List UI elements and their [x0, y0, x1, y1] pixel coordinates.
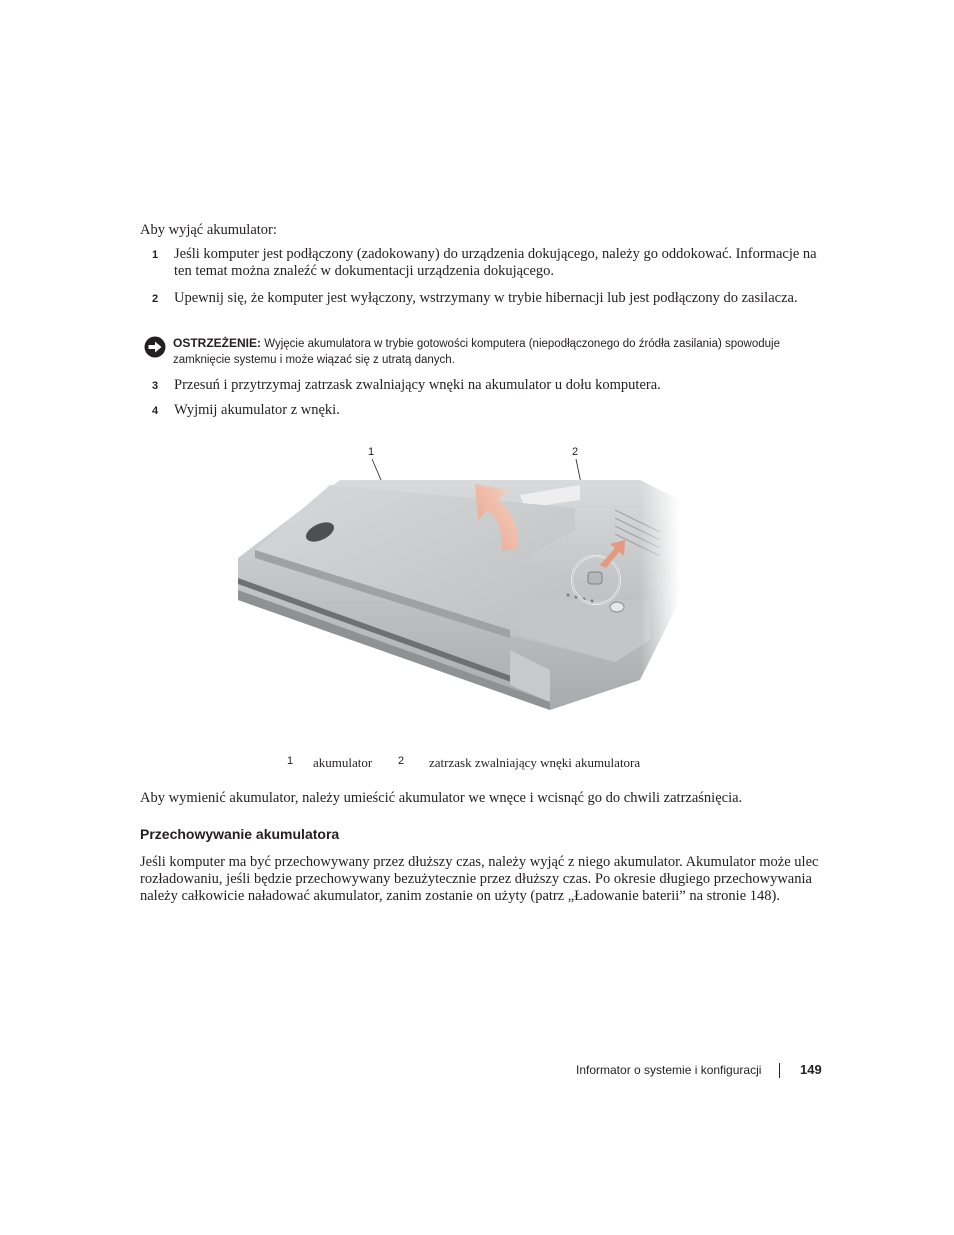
- step-3: [140, 377, 820, 394]
- step-text: Przesuń i przytrzymaj zatrzask zwalniający wnęki na akumulator u dołu komputera.: [174, 377, 661, 393]
- step-text: Jeśli komputer jest podłączony (zadokowany) do urządzenia dokującego, należy go oddokować. Informacje na ten temat można znaleźć w dokumentacji urządzenia dokującego.: [174, 246, 817, 279]
- caption-number: 1: [287, 755, 294, 767]
- warning-notice: [140, 335, 820, 368]
- caption-number: 2: [398, 755, 405, 767]
- step-number: 4: [152, 405, 159, 417]
- step-number: 2: [152, 293, 159, 305]
- figure-callout-1: 1: [368, 446, 375, 458]
- caption-label: akumulator: [313, 755, 373, 770]
- footer-title: Informator o systemie i konfiguracji: [576, 1063, 762, 1077]
- step-1: [140, 246, 820, 280]
- warning-text: Wyjęcie akumulatora w trybie gotowości komputera (niepodłączonego do źródła zasilania) spowoduje zamknięcie systemu i może wiązać się z utratą danych.: [173, 338, 780, 366]
- figure-callout-2: 2: [572, 446, 579, 458]
- step-2: [140, 290, 820, 307]
- storage-paragraph: Jeśli komputer ma być przechowywany przez dłuższy czas, należy wyjąć z niego akumulator. Akumulator może ulec rozładowaniu, jeśli będzie przechowywany bezużytecznie przez dłuższy czas. Po okresie długiego przechowywania należy całkowicie naładować akumulator, zanim zostanie on użyty (patrz „Ładowanie baterii” na stronie 148).: [140, 854, 819, 904]
- caption-label: zatrzask zwalniający wnęki akumulatora: [429, 755, 641, 770]
- footer-divider: [779, 1063, 780, 1078]
- warning-arrow-icon: [144, 336, 166, 358]
- step-4: [140, 402, 820, 419]
- step-text: Upewnij się, że komputer jest wyłączony, wstrzymany w trybie hibernacji lub jest podłączony do zasilacza.: [174, 290, 798, 306]
- intro-text: Aby wyjąć akumulator:: [140, 222, 277, 238]
- step-number: 3: [152, 380, 159, 392]
- warning-label: OSTRZEŻENIE:: [173, 336, 262, 350]
- section-heading: Przechowywanie akumulatora: [140, 826, 340, 842]
- step-number: 1: [152, 249, 159, 261]
- step-text: Wyjmij akumulator z wnęki.: [174, 402, 340, 418]
- battery-removal-illustration: [220, 440, 680, 720]
- page-number: 149: [800, 1062, 822, 1077]
- replace-instruction: Aby wymienić akumulator, należy umieścić akumulator we wnęce i wcisnąć go do chwili zatrzaśnięcia.: [140, 790, 743, 806]
